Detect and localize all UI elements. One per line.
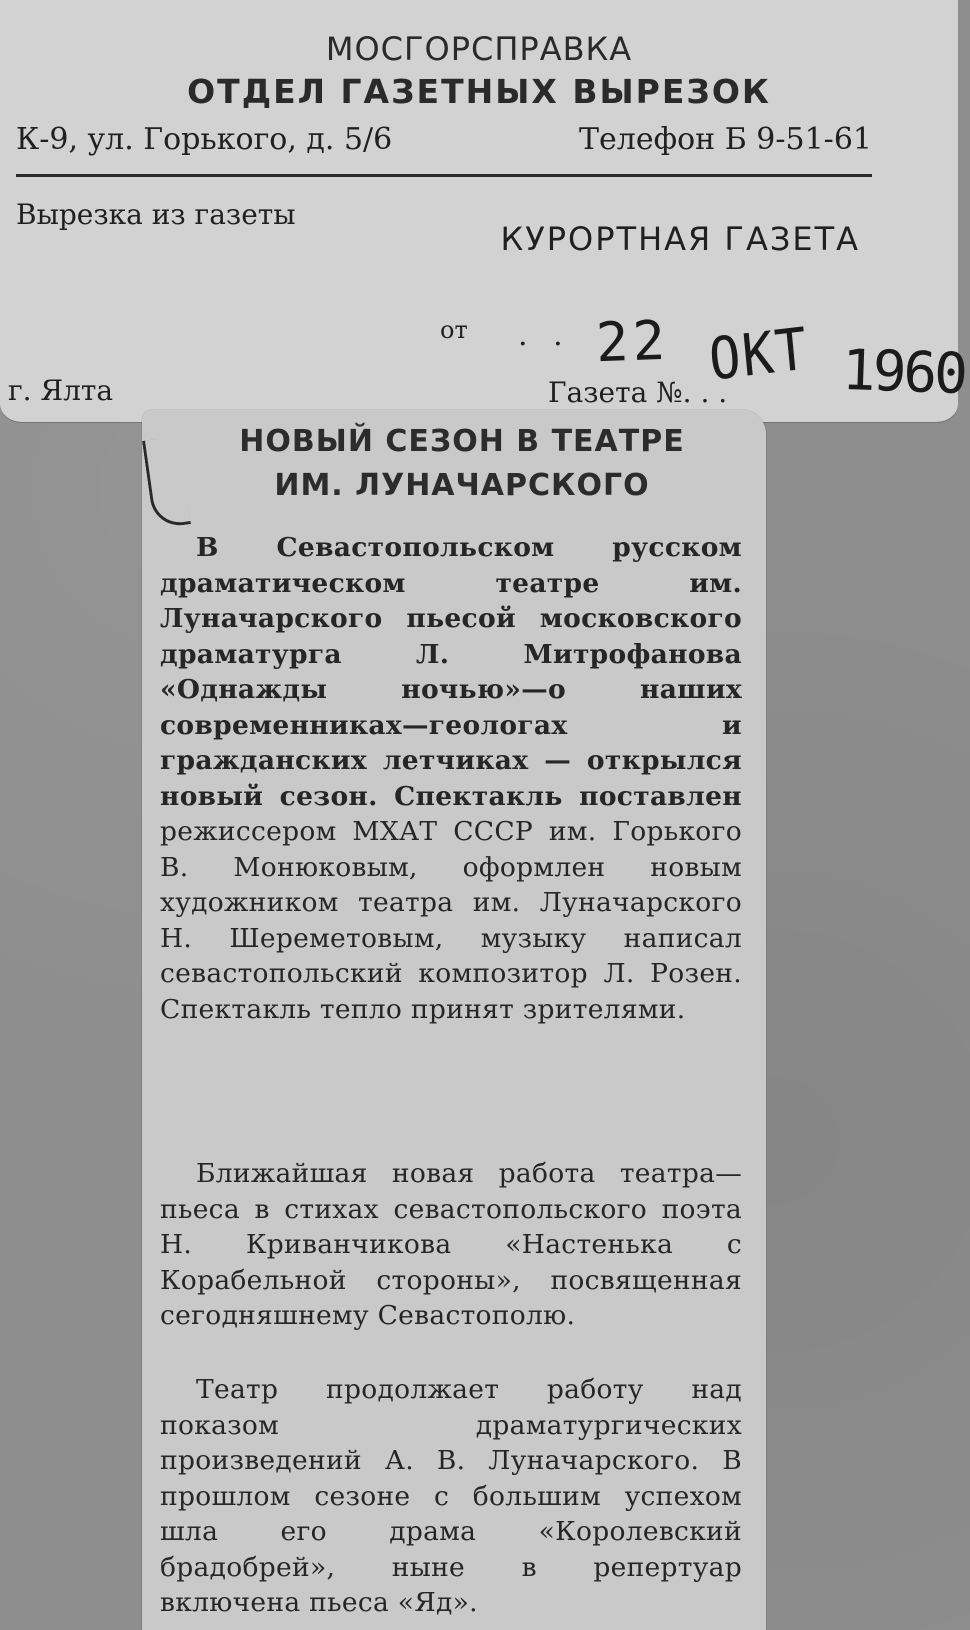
paragraph-2 [160, 1156, 742, 1334]
newspaper-clipping [142, 410, 766, 1630]
address: К-9, ул. Горького, д. 5/6 [16, 122, 393, 157]
stamp-month: ОКТ [706, 314, 812, 394]
stamp-day: 22 [594, 308, 671, 375]
headline-line2: ИМ. ЛУНАЧАРСКОГО [274, 468, 650, 503]
header-slip [0, 0, 966, 422]
date-stamp [594, 304, 966, 414]
date-dots: . . [518, 318, 571, 353]
city: г. Ялта [8, 374, 114, 407]
paragraph-2-text: Ближайшая новая работа театра—пьеса в стихах севастопольского поэта Н. Криванчикова «Настенька с Корабельной стороны», посвященная сегодняшнему Севастополю. [160, 1158, 742, 1331]
date-label: от [440, 316, 468, 344]
headline-line1: НОВЫЙ СЕЗОН В ТЕАТРЕ [239, 424, 685, 459]
paragraph-3-text: Театр продолжает работу над показом драматургических произведений А. В. Луначарского. В прошлом сезоне с большим успехом шла его драма «Королевский брадобрей», ныне в репертуар включена пьеса «Яд». [160, 1374, 742, 1618]
divider [16, 174, 872, 177]
paragraph-1-rest: режиссером МХАТ СССР им. Горького В. Монюковым, оформлен новым художником театра им. Луначарского Н. Шереметовым, музыку написал севастопольский композитор Л. Розен. Спектакль тепло принят зрителями. [160, 816, 742, 1025]
clipping-label: Вырезка из газеты [16, 198, 296, 231]
department-name: ОТДЕЛ ГАЗЕТНЫХ ВЫРЕЗОК [187, 72, 771, 111]
paragraph-1 [160, 530, 742, 1027]
newspaper-name: КУРОРТНАЯ ГАЗЕТА [500, 220, 860, 258]
stamp-year: 1960 [840, 337, 966, 408]
phone: Телефон Б 9-51-61 [579, 122, 872, 157]
paragraph-3 [160, 1372, 742, 1621]
issue-label: Газета №. . . [548, 376, 728, 409]
org-name: МОСГОРСПРАВКА [325, 30, 633, 68]
paragraph-1-lead: В Севастопольском русском драматическом театре им. Луначарского пьесой московского драматурга Л. Митрофанова «Однажды ночью»—о наших современниках—геологах и гражданских летчиках — открылся новый сезон. Спектакль поставлен [160, 532, 742, 812]
